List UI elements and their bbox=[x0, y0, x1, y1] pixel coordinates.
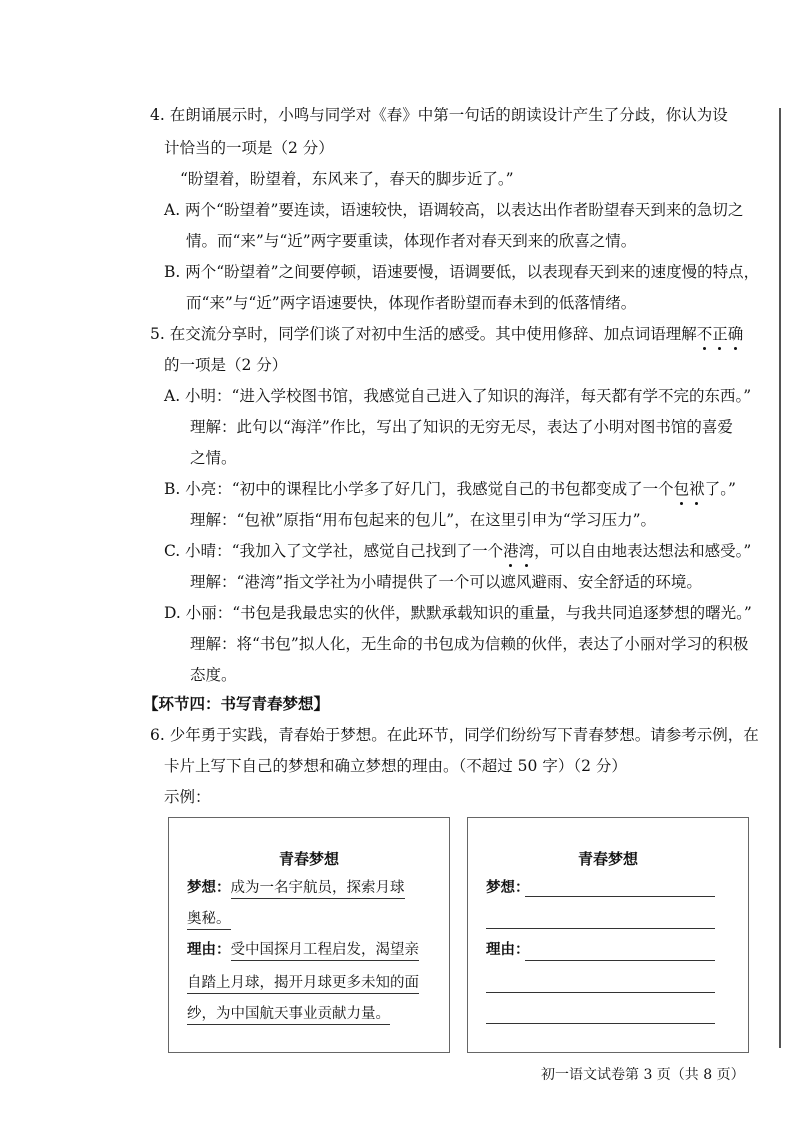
q5-option-c-text: C. 小晴：“我加入了文学社，感觉自己找到了一个 bbox=[164, 542, 504, 560]
dot-char-fu: 袱 bbox=[689, 480, 705, 498]
dream-text: 成为一名宇航员，探索月球 bbox=[231, 880, 405, 899]
reason-text-end: 纱，为中国航天事业贡献力量。 bbox=[187, 1006, 390, 1025]
q4-option-b-line1: B. 两个“盼望着”之间要停顿，语速要慢，语调要低，以表现春天到来的速度慢的特点， bbox=[164, 263, 760, 281]
q5-option-d-line3: 态度。 bbox=[190, 666, 237, 684]
answer-reason-blank-1[interactable] bbox=[525, 960, 715, 961]
reason-text-cont: 自踏上月球，揭开月球更多未知的面 bbox=[187, 975, 419, 994]
example-card-title: 青春梦想 bbox=[278, 850, 339, 868]
q4-quote: “盼望着，盼望着，东风来了，春天的脚步近了。” bbox=[180, 170, 514, 188]
dream-text-cont: 奥秘。 bbox=[187, 911, 231, 930]
answer-reason-label: 理由： bbox=[486, 942, 530, 958]
q5-option-a-line2: 理解：此句以“海洋”作比，写出了知识的无穷无尽，表达了小明对图书馆的喜爱 bbox=[190, 418, 733, 436]
page-footer: 初一语文试卷第 3 页（共 8 页） bbox=[541, 1067, 745, 1083]
answer-dream-blank-1[interactable] bbox=[525, 896, 715, 897]
reason-text: 受中国探月工程启发，渴望亲 bbox=[231, 942, 420, 961]
q6-stem-line2: 卡片上写下自己的梦想和确立梦想的理由。（不超过 50 字）（2 分） bbox=[164, 757, 627, 775]
example-dream-line2 bbox=[187, 909, 231, 929]
q6-example-label: 示例： bbox=[164, 788, 211, 806]
q5-option-a-line3: 之情。 bbox=[190, 449, 237, 467]
q5-option-c-line2: 理解：“港湾”指文学社为小晴提供了一个可以遮风避雨、安全舒适的环境。 bbox=[190, 573, 702, 591]
q5-option-b-line1 bbox=[164, 479, 736, 499]
q5-option-c-dots bbox=[503, 542, 534, 560]
q4-option-a-line2: 情。而“来”与“近”两字要重读，体现作者对春天到来的欣喜之情。 bbox=[186, 232, 637, 250]
answer-card-title: 青春梦想 bbox=[577, 850, 638, 868]
q5-stem-text: 5. 在交流分享时，同学们谈了对初中生活的感受。其中使用修辞、加点词语理解 bbox=[150, 325, 697, 343]
q5-option-b-dots bbox=[674, 480, 705, 498]
q5-stem-line2: 的一项是（2 分） bbox=[164, 356, 288, 374]
q5-stem-line1 bbox=[150, 324, 743, 344]
q5-option-c-text-end: ，可以自由地表达想法和感受。” bbox=[534, 542, 752, 560]
q4-stem-line2: 计恰当的一项是（2 分） bbox=[164, 139, 334, 157]
example-reason-line1 bbox=[187, 940, 419, 960]
dot-char-3: 确 bbox=[727, 325, 744, 343]
answer-reason-blank-2[interactable] bbox=[486, 992, 715, 993]
q5-option-a-line1: A. 小明：“进入学校图书馆，我感觉自己进入了知识的海洋，每天都有学不完的东西。” bbox=[164, 387, 752, 405]
dream-label: 梦想： bbox=[187, 880, 231, 896]
section4-heading: 【环节四：书写青春梦想】 bbox=[143, 695, 330, 713]
q5-option-b-line2: 理解：“包袱”原指“用布包起来的包儿”，在这里引申为“学习压力”。 bbox=[190, 511, 657, 529]
answer-card bbox=[467, 817, 749, 1053]
dot-char-1: 不 bbox=[696, 325, 713, 343]
dot-char-2: 正 bbox=[712, 325, 728, 343]
reason-label: 理由： bbox=[187, 942, 231, 958]
example-card bbox=[168, 817, 450, 1053]
q5-option-b-text-end: 了。” bbox=[704, 480, 736, 498]
answer-reason-blank-3[interactable] bbox=[486, 1023, 715, 1024]
q4-stem-line1: 4. 在朗诵展示时，小鸣与同学对《春》中第一句话的朗读设计产生了分歧，你认为设 bbox=[150, 106, 728, 124]
q5-option-b-text: B. 小亮：“初中的课程比小学多了好几门，我感觉自己的书包都变成了一个 bbox=[164, 480, 674, 498]
q5-option-d-line1: D. 小丽：“书包是我最忠实的伙伴，默默承载知识的重量，与我共同追逐梦想的曙光。” bbox=[164, 604, 752, 622]
answer-dream-blank-2[interactable] bbox=[486, 928, 715, 929]
page-margin-line bbox=[779, 108, 781, 1048]
q4-option-a-line1: A. 两个“盼望着”要连读，语速较快，语调较高，以表达出作者盼望春天到来的急切之 bbox=[164, 201, 744, 219]
q6-stem-line1: 6. 少年勇于实践，青春始于梦想。在此环节，同学们纷纷写下青春梦想。请参考示例，在 bbox=[150, 726, 759, 744]
answer-dream-label: 梦想： bbox=[486, 880, 530, 896]
q4-option-b-line2: 而“来”与“近”两字语速要快，体现作者盼望而春未到的低落情绪。 bbox=[186, 294, 637, 312]
dot-char-gang: 港 bbox=[503, 542, 519, 560]
q5-option-d-line2: 理解：将“书包”拟人化，无生命的书包成为信赖的伙伴，表达了小丽对学习的积极 bbox=[190, 635, 749, 653]
example-reason-line3 bbox=[187, 1004, 390, 1024]
dot-char-wan: 湾 bbox=[518, 542, 535, 560]
dot-char-bao: 包 bbox=[673, 480, 690, 498]
example-dream-line1 bbox=[187, 878, 405, 898]
example-reason-line2 bbox=[187, 973, 419, 993]
q5-emphasis-dots bbox=[697, 325, 744, 343]
q5-option-c-line1 bbox=[164, 541, 751, 561]
